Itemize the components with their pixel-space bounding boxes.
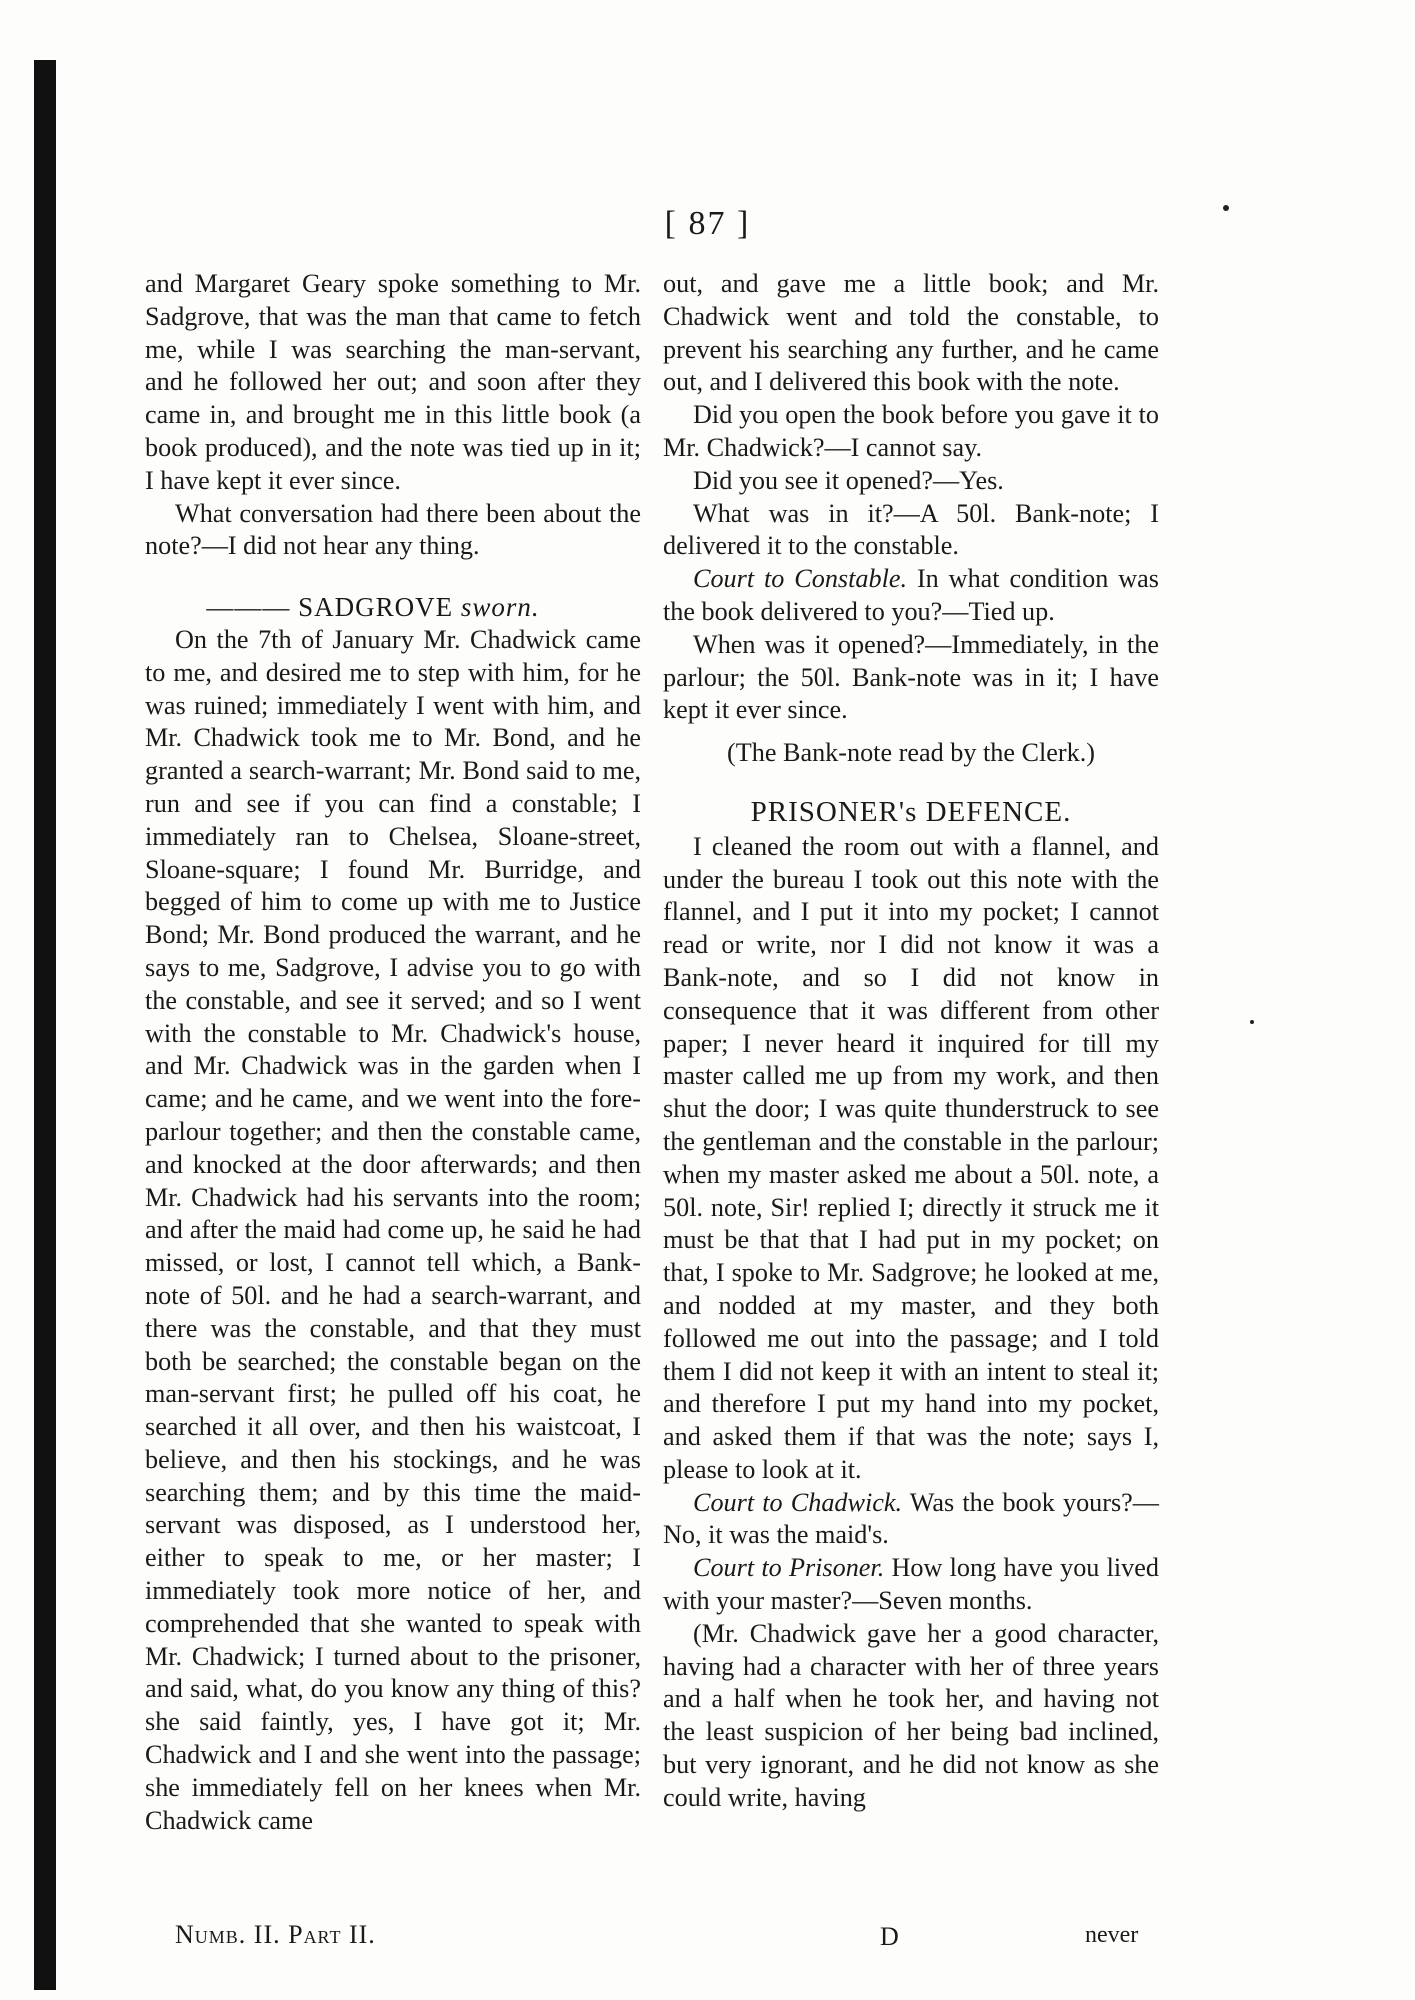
- speaker-label: Court to Constable.: [693, 564, 908, 594]
- paragraph: Court to Prisoner. How long have you lived with your master?—Seven months.: [663, 1553, 1159, 1616]
- catchword: never: [1085, 1922, 1139, 1948]
- spacer: [663, 727, 1159, 737]
- witness-heading: [145, 591, 641, 624]
- paragraph: On the 7th of January Mr. Chadwick came to me, and desired me to step with him, for he was ruined; immediately I went with him, and Mr. Chadwick took me to Mr. Bond, and he granted a search-warrant; Mr. Bond said to me, run and see if you can find a constable; I immediately ran to Chelsea, Sloane-street, Sloane-square; I found Mr. Burridge, and begged of him to come up with me to Justice Bond; Mr. Bond produced the warrant, and he says to me, Sadgrove, I advise you to go with the constable, and see it served; and so I went with the constable to Mr. Chadwick's house, and Mr. Chadwick was in the garden when I came; and he came, and we went into the fore-parlour together; and then the constable came, and knocked at the door afterwards; and then Mr. Chadwick had his servants into the room; and after the maid had come up, he said he had missed, or lost, I cannot tell which, a Bank-note of 50l. and he had a search-warrant, and there was the constable, and that they must both be searched; the constable began on the man-servant first; he pulled off his coat, he searched it all over, and then his waistcoat, I believe, and then his stockings, and he was searching them; and by this time the maid-servant was disposed, as I understood her, either to speak to me, or her master; I immediately took more notice of her, and comprehended that she wanted to speak with Mr. Chadwick; I turned about to the prisoner, and said, what, do you know any thing of this? she said faintly, yes, I have got it; Mr. Chadwick and I and she went into the passage; she immediately fell on her knees when Mr. Chadwick came: [145, 624, 641, 1835]
- page-number: [ 87 ]: [664, 205, 751, 242]
- paragraph: out, and gave me a little book; and Mr. Chadwick went and told the constable, to prevent his searching any further, and he came out, and I delivered this book with the note.: [663, 269, 1159, 397]
- paragraph: and Margaret Geary spoke something to Mr. Sadgrove, that was the man that came to fetch me, while I was searching the man-servant, and he followed her out; and soon after they came in, and brought me in this little book (a book produced), and the note was tied up in it; I have kept it ever since.: [145, 269, 641, 495]
- paragraph: What was in it?—A 50l. Bank-note; I delivered it to the constable.: [663, 498, 1159, 561]
- spacer: [145, 563, 641, 591]
- defence-heading: PRISONER's DEFENCE.: [750, 795, 1072, 828]
- paragraph: Did you open the book before you gave it to Mr. Chadwick?—I cannot say.: [663, 400, 1159, 462]
- paragraph: Did you see it opened?—Yes.: [693, 465, 1004, 495]
- witness-name: ——— SADGROVE: [206, 592, 454, 623]
- paragraph: Court to Chadwick. Was the book yours?—No, it was the maid's.: [663, 1487, 1159, 1550]
- right-column: [663, 268, 1159, 1815]
- paragraph: Court to Constable. In what condition was the book delivered to you?—Tied up.: [663, 564, 1159, 626]
- binding-edge: [34, 60, 56, 1990]
- paragraph: What conversation had there been about the note?—I did not hear any thing.: [145, 498, 641, 561]
- signature-mark: D: [880, 1922, 899, 1951]
- left-column: [145, 268, 641, 1837]
- speaker-label: Court to Prisoner.: [693, 1553, 885, 1583]
- paragraph: When was it opened?—Immediately, in the parlour; the 50l. Bank-note was in it; I have kept it ever since.: [663, 629, 1159, 725]
- speaker-label: Court to Chadwick.: [693, 1487, 903, 1517]
- paragraph: (Mr. Chadwick gave her a good character, having had a character with her of three years and a half when he took her, and having not the least suspicion of her being bad inclined, but very ignorant, and he did not know as she could write, having: [663, 1618, 1159, 1812]
- paragraph: I cleaned the room out with a flannel, and under the bureau I took out this note with the flannel, and I put it into my pocket; I cannot read or write, nor I did not know it was a Bank-note, and so I did not know in consequence that it was different from other paper; I never heard it inquired for till my master called me up from my work, and then shut the door; I was quite thunderstruck to see the gentleman and the constable in the parlour; when my master asked me about a 50l. note, a 50l. note, Sir! replied I; directly it struck me it must be that that I had put in my pocket; on that, I spoke to Mr. Sadgrove; he looked at me, and nodded at my master, and they both followed me out into the passage; and I told them I did not keep it with an intent to steal it; and therefore I put my hand into my pocket, and asked them if that was the note; says I, please to look at it.: [663, 831, 1159, 1484]
- sworn-label: sworn.: [460, 592, 540, 623]
- ink-speck: [1250, 1020, 1254, 1024]
- issue-label: Numb. II. Part II.: [175, 1920, 376, 1949]
- clerk-note: (The Bank-note read by the Clerk.): [727, 738, 1095, 768]
